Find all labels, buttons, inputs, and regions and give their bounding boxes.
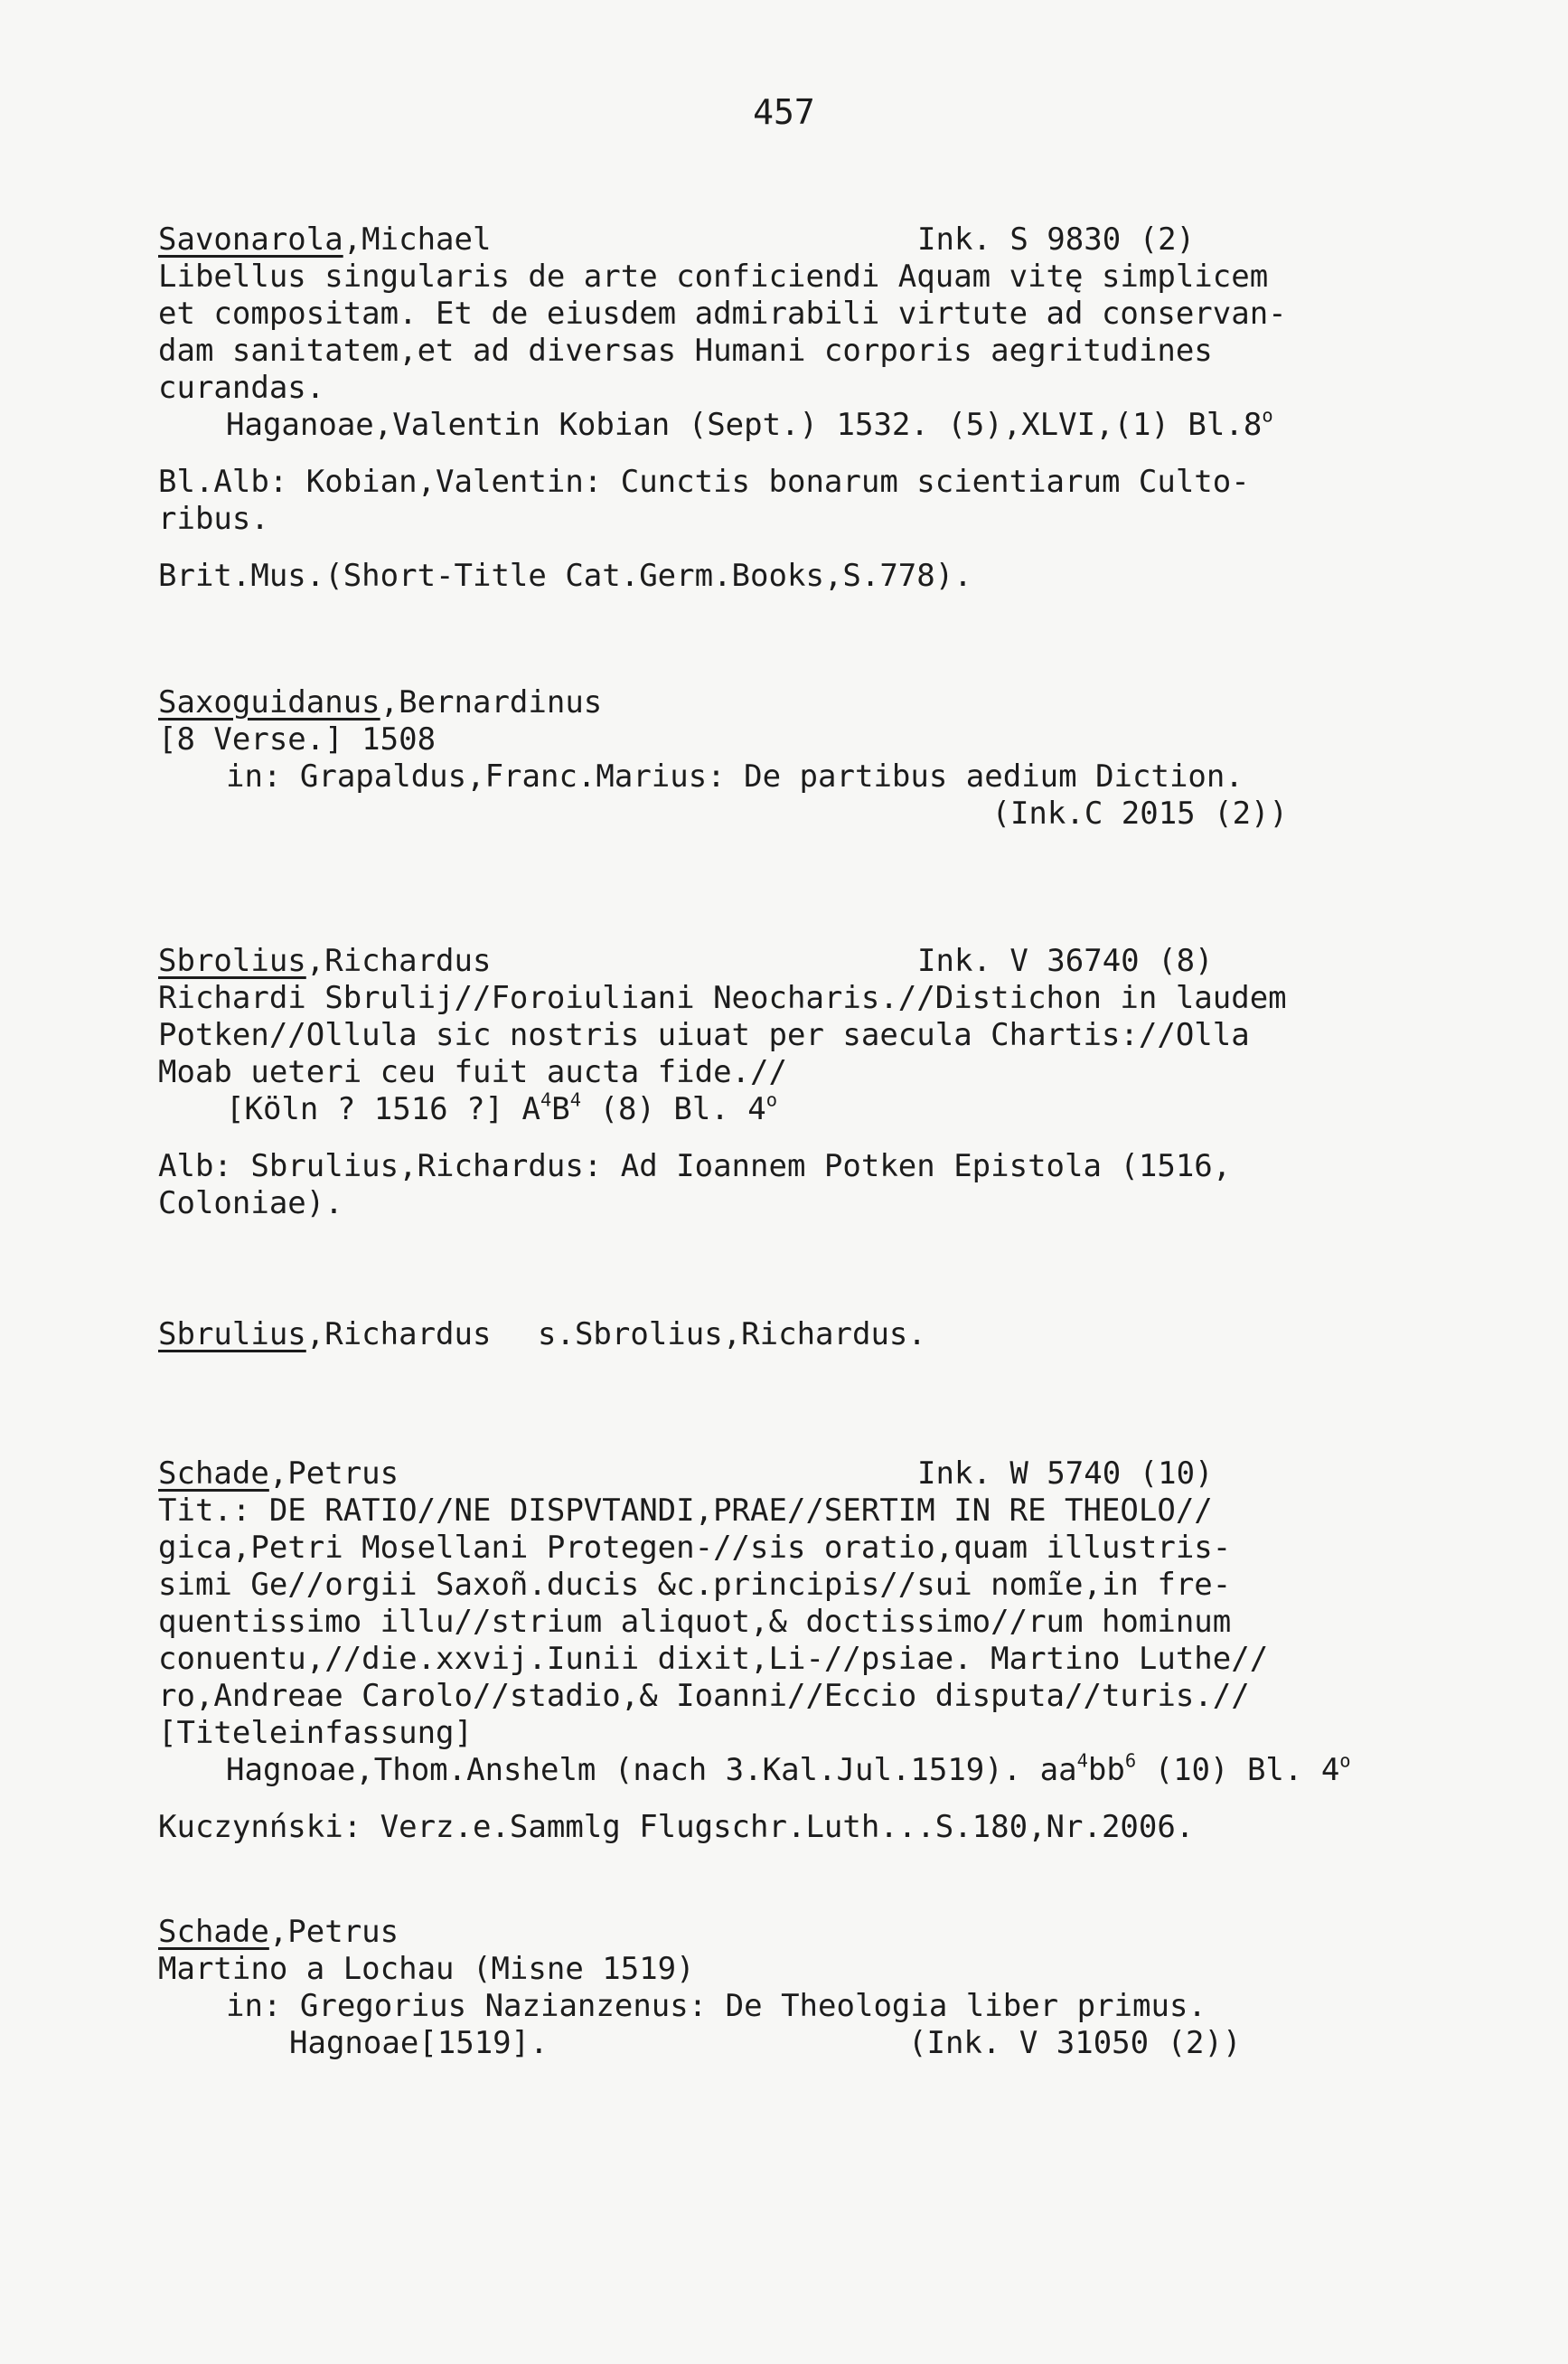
- entry-name: Savonarola: [158, 221, 343, 258]
- title-line: simi Ge//orgii Saxoñ.ducis &c.principis//sui nomĩe,in fre-: [158, 1567, 1232, 1603]
- title-line: ro,Andreae Carolo//stadio,& Ioanni//Eccio disputa//turis.//: [158, 1678, 1250, 1714]
- collation-sup: 4: [569, 1088, 582, 1111]
- catalog-entry-schade-2: [158, 1914, 1387, 2062]
- entry-name: Schade: [158, 1914, 269, 1950]
- imprint-text: Hagnoae[1519].: [289, 2025, 549, 2061]
- entry-name: Saxoguidanus: [158, 684, 380, 721]
- title-line: gica,Petri Mosellani Protegen-//sis oratio,quam illustris-: [158, 1530, 1232, 1566]
- entry-forename: ,Richardus: [305, 943, 492, 979]
- entry-heading: [158, 943, 1387, 980]
- note-line: Coloniae).: [158, 1185, 343, 1221]
- shelf-mark: (Ink.C 2015 (2)): [991, 796, 1288, 832]
- title-line: dam sanitatem,et ad diversas Humani corporis aegritudines: [158, 333, 1213, 369]
- entry-forename: ,Richardus: [305, 1316, 492, 1352]
- title-line: [Titeleinfassung]: [158, 1715, 473, 1751]
- imprint-line: [158, 2025, 1387, 2062]
- shelf-mark: Ink. S 9830 (2): [917, 221, 1196, 258]
- note-line: Bl.Alb: Kobian,Valentin: Cunctis bonarum scientiarum Culto-: [158, 464, 1250, 500]
- title-line: Libellus singularis de arte conficiendi Aquam vitę simplicem: [158, 259, 1269, 295]
- entry-forename: ,Petrus: [268, 1914, 399, 1950]
- in-line: in: Gregorius Nazianzenus: De Theologia liber primus.: [226, 1988, 1207, 2024]
- format-sup: o: [765, 1088, 778, 1111]
- entry-forename: ,Bernardinus: [380, 684, 603, 721]
- note-line: ribus.: [158, 501, 269, 537]
- shelf-mark: (Ink. V 31050 (2)): [908, 2025, 1242, 2061]
- entry-heading: [158, 1914, 1387, 1951]
- shelf-mark: Ink. W 5740 (10): [917, 1455, 1214, 1492]
- entry-name: Schade: [158, 1455, 269, 1492]
- collation-sup: 4: [1076, 1749, 1088, 1772]
- title-line: conuentu,//die.xxvij.Iunii dixit,Li-//psiae. Martino Luthe//: [158, 1641, 1269, 1677]
- imprint-line: [158, 1749, 1387, 1789]
- catalog-entry-sbrulius: [158, 1316, 1387, 1353]
- entry-name: Sbrolius: [158, 943, 306, 979]
- format-sup: o: [1262, 404, 1273, 427]
- imprint-text: (10) Bl. 4: [1136, 1752, 1340, 1788]
- catalog-entry-savonarola: [158, 221, 1387, 595]
- collation-sup: 4: [540, 1088, 552, 1111]
- imprint-text: Hagnoae,Thom.Anshelm (nach 3.Kal.Jul.1519). aa: [226, 1752, 1077, 1788]
- catalog-entry-schade-1: [158, 1455, 1387, 1846]
- note-line: Alb: Sbrulius,Richardus: Ad Ioannem Potken Epistola (1516,: [158, 1148, 1232, 1184]
- entry-heading: [158, 1316, 1387, 1353]
- title-line: quentissimo illu//strium aliquot,& doctissimo//rum hominum: [158, 1604, 1232, 1640]
- imprint-text: (8) Bl. 4: [581, 1091, 766, 1127]
- title-line: et compositam. Et de eiusdem admirabili virtute ad conservan-: [158, 296, 1287, 332]
- entry-heading: [158, 684, 1387, 721]
- entry-name: Sbrulius: [158, 1316, 306, 1352]
- imprint-text: Haganoae,Valentin Kobian (Sept.) 1532. (5),XLVI,(1) Bl.8: [226, 407, 1263, 443]
- catalog-entry-saxoguidanus: [158, 684, 1387, 833]
- title-line: [8 Verse.] 1508: [158, 721, 437, 758]
- reference-line: Brit.Mus.(Short-Title Cat.Germ.Books,S.778).: [158, 558, 972, 594]
- shelf-mark: Ink. V 36740 (8): [917, 943, 1214, 979]
- title-line: Richardi Sbrulij//Foroiuliani Neocharis.//Distichon in laudem: [158, 980, 1287, 1016]
- entry-forename: ,Petrus: [268, 1455, 399, 1492]
- imprint-line: [158, 1088, 1387, 1128]
- reference-line: Kuczynński: Verz.e.Sammlg Flugschr.Luth...S.180,Nr.2006.: [158, 1809, 1195, 1845]
- format-sup: o: [1339, 1749, 1351, 1772]
- entry-heading: [158, 1455, 1387, 1493]
- title-line: Potken//Ollula sic nostris uiuat per saecula Chartis://Olla: [158, 1017, 1250, 1053]
- cross-reference: s.Sbrolius,Richardus.: [538, 1316, 926, 1352]
- title-line: curandas.: [158, 370, 325, 406]
- imprint-text: bb: [1087, 1752, 1125, 1788]
- entry-forename: ,Michael: [343, 221, 492, 258]
- imprint-text: [Köln ? 1516 ?] A: [226, 1091, 540, 1127]
- collation-sup: 6: [1124, 1749, 1137, 1772]
- in-line: in: Grapaldus,Franc.Marius: De partibus aedium Diction.: [226, 758, 1244, 795]
- title-line: Martino a Lochau (Misne 1519): [158, 1951, 695, 1987]
- imprint-text: B: [551, 1091, 570, 1127]
- title-line: Tit.: DE RATIO//NE DISPVTANDI,PRAE//SERTIM IN RE THEOLO//: [158, 1493, 1213, 1529]
- page-number: 457: [753, 92, 815, 132]
- imprint-line: [158, 404, 1387, 444]
- catalog-entry-sbrolius: [158, 943, 1387, 1222]
- title-line: Moab ueteri ceu fuit aucta fide.//: [158, 1054, 787, 1090]
- entry-heading: [158, 221, 1387, 259]
